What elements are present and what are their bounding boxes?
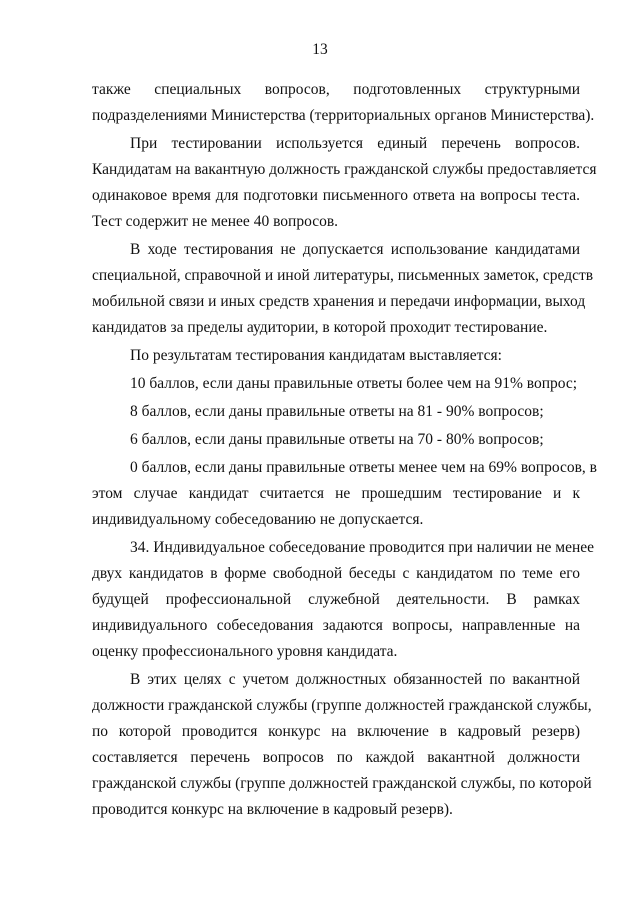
text-line: оценку профессионального уровня кандидата. [92,643,398,660]
text-line: мобильной связи и иных средств хранения и передачи информации, выход [92,293,586,310]
text-line: По результатам тестирования кандидатам выставляется: [130,347,502,364]
text-line: 10 баллов, если даны правильные ответы более чем на 91% вопрос; [130,375,578,392]
text-line: В ходе тестирования не допускается использование кандидатами [130,241,580,258]
paragraph [92,237,594,341]
text-line: будущей профессиональной служебной деятельности. В рамках [92,591,580,608]
paragraph [92,399,580,425]
paragraph [92,667,592,823]
page-number: 13 [312,41,328,58]
text-line: подразделениями Министерства (территориальных органов Министерства). [92,107,595,124]
text-line: Кандидатам на вакантную должность гражданской службы предоставляется [92,161,597,178]
text-line: Тест содержит не менее 40 вопросов. [92,213,339,230]
text-line: также специальных вопросов, подготовленных структурными [92,81,580,98]
paragraph [92,131,597,235]
text-line: по которой проводится конкурс на включение в кадровый резерв) [92,723,580,740]
text-line: специальной, справочной и иной литературы, письменных заметок, средств [92,267,594,284]
text-line: этом случае кандидат считается не прошедшим тестирование и к [92,485,580,502]
document-body [92,77,597,823]
text-line: кандидатов за пределы аудитории, в которой проходит тестирование. [92,319,548,336]
text-line: В этих целях с учетом должностных обязанностей по вакантной [130,671,580,688]
text-line: одинаковое время для подготовки письменного ответа на вопросы теста. [92,187,580,204]
text-line: гражданской службы (группе должностей гражданской службы, по которой [92,775,592,792]
text-line: 34. Индивидуальное собеседование проводится при наличии не менее [130,539,595,556]
paragraph [92,77,595,129]
text-line: составляется перечень вопросов по каждой вакантной должности [92,749,580,766]
text-line: проводится конкурс на включение в кадровый резерв). [92,801,453,818]
paragraph [92,371,580,397]
text-line: При тестировании используется единый перечень вопросов. [130,135,580,152]
text-line: двух кандидатов в форме свободной беседы с кандидатом по теме его [92,565,580,582]
text-line: 0 баллов, если даны правильные ответы менее чем на 69% вопросов, в [130,459,597,476]
text-line: должности гражданской службы (группе должностей гражданской службы, [92,697,592,714]
text-line: индивидуальному собеседованию не допускается. [92,511,424,528]
paragraph [92,343,580,369]
paragraph [92,427,580,453]
text-line: индивидуального собеседования задаются вопросы, направленные на [92,617,580,634]
text-line: 8 баллов, если даны правильные ответы на 81 - 90% вопросов; [130,403,544,420]
text-line: 6 баллов, если даны правильные ответы на 70 - 80% вопросов; [130,431,544,448]
paragraph [92,455,597,533]
paragraph [92,535,595,665]
